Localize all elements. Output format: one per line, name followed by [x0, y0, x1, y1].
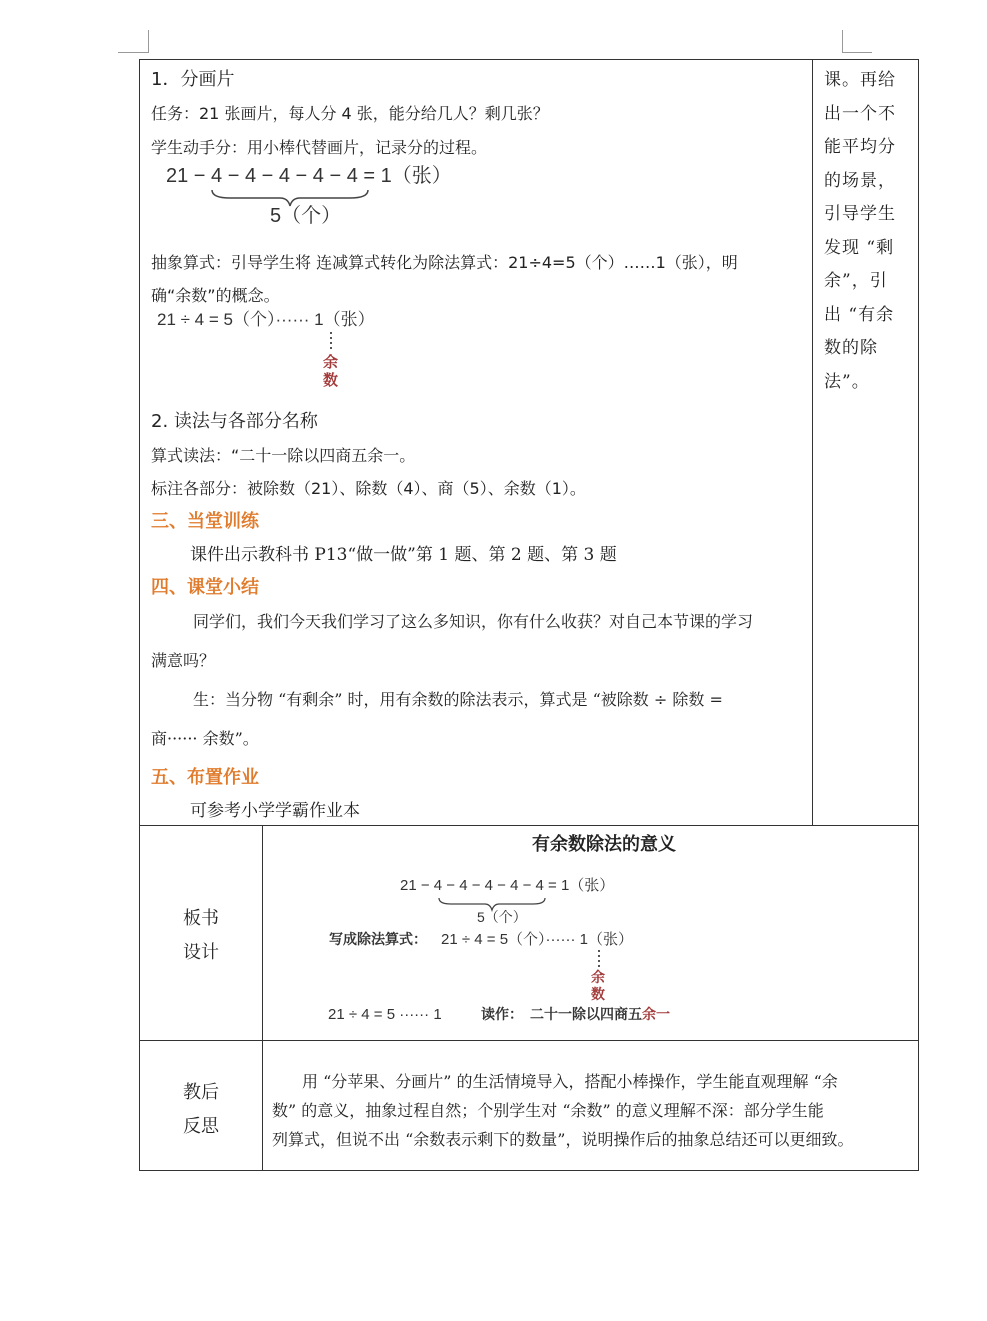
reflection-line2: 数” 的意义，抽象过程自然；个别学生对 “余数” 的意义理解不深：部分学生能	[272, 1101, 824, 1120]
parts-text: 标注各部分：被除数（21）、除数（4）、商（5）、余数（1）。	[151, 479, 586, 498]
side-note-line: 数的除	[824, 338, 878, 358]
subtraction-figure	[160, 160, 460, 235]
section-heading-2: 2. 读法与各部分名称	[151, 411, 318, 432]
board-dotted-pointer-icon	[596, 950, 602, 968]
remainder-label-shu: 数	[323, 371, 339, 389]
board-design-label	[141, 902, 261, 970]
board-label-line1: 板书	[183, 908, 219, 929]
reflection-label-line2: 反思	[183, 1116, 219, 1137]
side-note-line: 法”。	[824, 371, 870, 392]
section-heading-4: 四、课堂小结	[151, 577, 259, 598]
abstract-text-line2: 确“余数”的概念。	[151, 286, 280, 305]
division-expression: 21 ÷ 4 = 5（个）······ 1（张）	[157, 310, 375, 329]
crop-mark-left-v	[148, 30, 149, 53]
summary-line1: 同学们，我们今天我们学习了这么多知识，你有什么收获？对自己本节课的学习	[193, 612, 754, 631]
brace-count-label: 5（个）	[270, 205, 342, 227]
crop-mark-left-h	[118, 52, 148, 53]
board-remainder-yu: 余	[591, 970, 605, 986]
remainder-label-yu: 余	[323, 353, 339, 371]
board-remainder-shu: 数	[591, 987, 605, 1003]
practice-text: 课件出示教科书 P13“做一做”第 1 题、第 2 题、第 3 题	[190, 545, 617, 565]
reflection-line1: 用 “分苹果、分画片” 的生活情境导入，搭配小棒操作，学生能直观理解 “余	[302, 1072, 838, 1091]
board-title: 有余数除法的意义	[532, 834, 676, 855]
reflection-text	[272, 1067, 912, 1154]
board-label-line2: 设计	[183, 942, 219, 963]
task-text: 任务：21 张画片，每人分 4 张，能分给几人？剩几张？	[151, 104, 549, 123]
board-read-main: 二十一除以四商五	[530, 1007, 642, 1023]
side-note-line: 课。再给	[824, 70, 896, 90]
reflection-line3: 列算式，但说不出 “余数表示剩下的数量”，说明操作后的抽象总结还可以更细致。	[272, 1130, 854, 1149]
side-notes	[824, 64, 908, 399]
side-note-line: 出 “有余	[824, 304, 895, 325]
reading-text: 算式读法：“二十一除以四商五余一。	[151, 446, 416, 465]
dotted-pointer-icon	[328, 332, 334, 352]
board-read-text	[530, 1005, 670, 1025]
reflection-label-line1: 教后	[183, 1082, 219, 1103]
subtraction-expression: 21 − 4 − 4 − 4 − 4 − 4 = 1（张）	[166, 165, 452, 187]
abstract-text-line1: 抽象算式：引导学生将 连减算式转化为除法算式：21÷4=5（个）……1（张），明	[151, 253, 738, 272]
summary-line2: 满意吗？	[151, 651, 216, 670]
row-divider-reflection	[139, 1040, 919, 1041]
crop-mark-right-h	[842, 52, 872, 53]
section-heading-3: 三、当堂训练	[151, 511, 259, 532]
division-figure	[155, 306, 455, 391]
board-read-red: 余一	[642, 1007, 670, 1023]
side-note-line: 发现 “剩	[824, 237, 895, 258]
board-figure	[325, 868, 725, 1033]
summary-line3: 生：当分物 “有剩余” 时，用有余数的除法表示，算式是 “被除数 ÷ 除数 =	[193, 690, 723, 709]
side-column-divider	[812, 59, 813, 826]
board-write-label: 写成除法算式：	[329, 932, 427, 948]
board-division-expression: 21 ÷ 4 = 5（个）······ 1（张）	[441, 931, 634, 948]
summary-line4: 商······ 余数”。	[151, 729, 259, 748]
homework-text: 可参考小学学霸作业本	[190, 801, 360, 821]
board-brace-count-label: 5（个）	[477, 909, 527, 925]
board-read-label: 读作：	[481, 1007, 523, 1023]
board-subtraction-expression: 21 − 4 − 4 − 4 − 4 − 4 = 1（张）	[400, 877, 615, 894]
crop-mark-right-v	[842, 30, 843, 53]
label-column-divider	[262, 825, 263, 1171]
side-note-line: 余”，引	[824, 271, 888, 291]
section-heading-5: 五、布置作业	[151, 767, 259, 788]
side-note-line: 出一个不	[824, 103, 896, 124]
board-short-expression: 21 ÷ 4 = 5 ······ 1	[328, 1006, 442, 1023]
section-heading-1: 1．分画片	[151, 69, 235, 90]
side-note-line: 的场景，	[824, 170, 896, 191]
side-note-line: 能平均分	[824, 137, 896, 157]
row-divider-board	[139, 825, 919, 826]
hands-on-text: 学生动手分：用小棒代替画片，记录分的过程。	[151, 138, 488, 157]
reflection-label	[141, 1076, 261, 1144]
side-note-line: 引导学生	[824, 204, 896, 224]
